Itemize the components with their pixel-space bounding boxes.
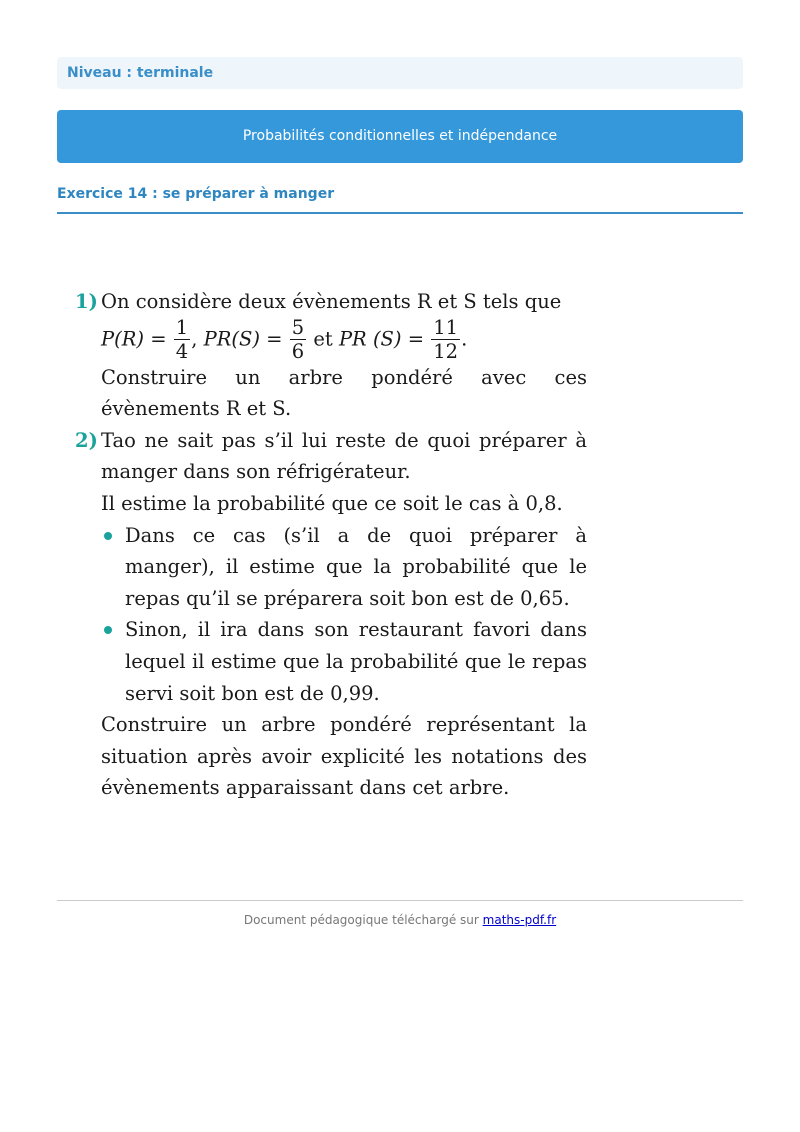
question-1-instruction: Construire un arbre pondéré avec ces évènements R et S. bbox=[101, 365, 587, 421]
footer-divider bbox=[57, 900, 743, 901]
question-2-instruction: Construire un arbre pondéré représentant la situation après avoir explicité les notations des évènements apparaissant dans cet arbre. bbox=[101, 713, 587, 800]
pr-s-numerator: 5 bbox=[291, 315, 305, 339]
question-1-number: 1) bbox=[75, 290, 98, 313]
page-title: Probabilités conditionnelles et indépendance bbox=[57, 110, 743, 163]
footer-text: Document pédagogique téléchargé sur bbox=[243, 913, 479, 927]
pr-s-denominator: 6 bbox=[291, 340, 305, 364]
question-2-estimate: Il estime la probabilité que ce soit le cas à 0,8. bbox=[101, 491, 563, 515]
p-r-label: P(R) = bbox=[101, 327, 167, 351]
prbar-sbar-denominator: 12 bbox=[433, 340, 459, 364]
exercise-title: Exercice 14 : se préparer à manger bbox=[57, 186, 335, 202]
question-1-probabilities: P(R) = $\frac{1}{4}$ , PR(S) = $\frac{5}{6}$ et PR (S) = $\frac{11}{12}$ . bbox=[101, 315, 468, 364]
and-word: et bbox=[313, 327, 333, 351]
list-item bbox=[101, 614, 587, 709]
list-item bbox=[101, 520, 587, 615]
bullet-text: Dans ce cas (s’il a de quoi préparer à manger), il estime que la probabilité que le repas qu’il se préparera soit bon est de 0,65. bbox=[125, 523, 587, 610]
prbar-sbar-label: PR (S) = bbox=[338, 327, 425, 351]
footer-link[interactable]: maths-pdf.fr bbox=[482, 913, 557, 927]
question-2-intro: Tao ne sait pas s’il lui reste de quoi préparer à manger dans son réfrigérateur. bbox=[101, 428, 587, 484]
level-label: Niveau : terminale bbox=[57, 57, 743, 89]
question-1-intro: On considère deux évènements R et S tels que bbox=[101, 290, 562, 313]
exercise-divider bbox=[57, 212, 743, 214]
pr-s-label: PR(S) = bbox=[203, 327, 283, 351]
prbar-sbar-fraction bbox=[431, 315, 460, 364]
footer bbox=[57, 913, 743, 927]
p-r-numerator: 1 bbox=[175, 315, 189, 339]
question-2-bullets bbox=[101, 520, 587, 710]
exercise-content bbox=[75, 286, 587, 804]
bullet-text: Sinon, il ira dans son restaurant favori dans lequel il estime que la probabilité que le repas servi soit bon est de 0,99. bbox=[125, 618, 587, 705]
prbar-sbar-numerator: 11 bbox=[433, 315, 459, 339]
p-r-denominator: 4 bbox=[175, 340, 189, 364]
question-2-number: 2) bbox=[75, 428, 98, 452]
bullet-dot-icon bbox=[104, 626, 112, 634]
bullet-dot-icon bbox=[104, 532, 112, 540]
pr-s-fraction bbox=[290, 315, 306, 364]
question-1 bbox=[75, 286, 587, 425]
p-r-fraction bbox=[174, 315, 190, 364]
question-2 bbox=[75, 425, 587, 804]
